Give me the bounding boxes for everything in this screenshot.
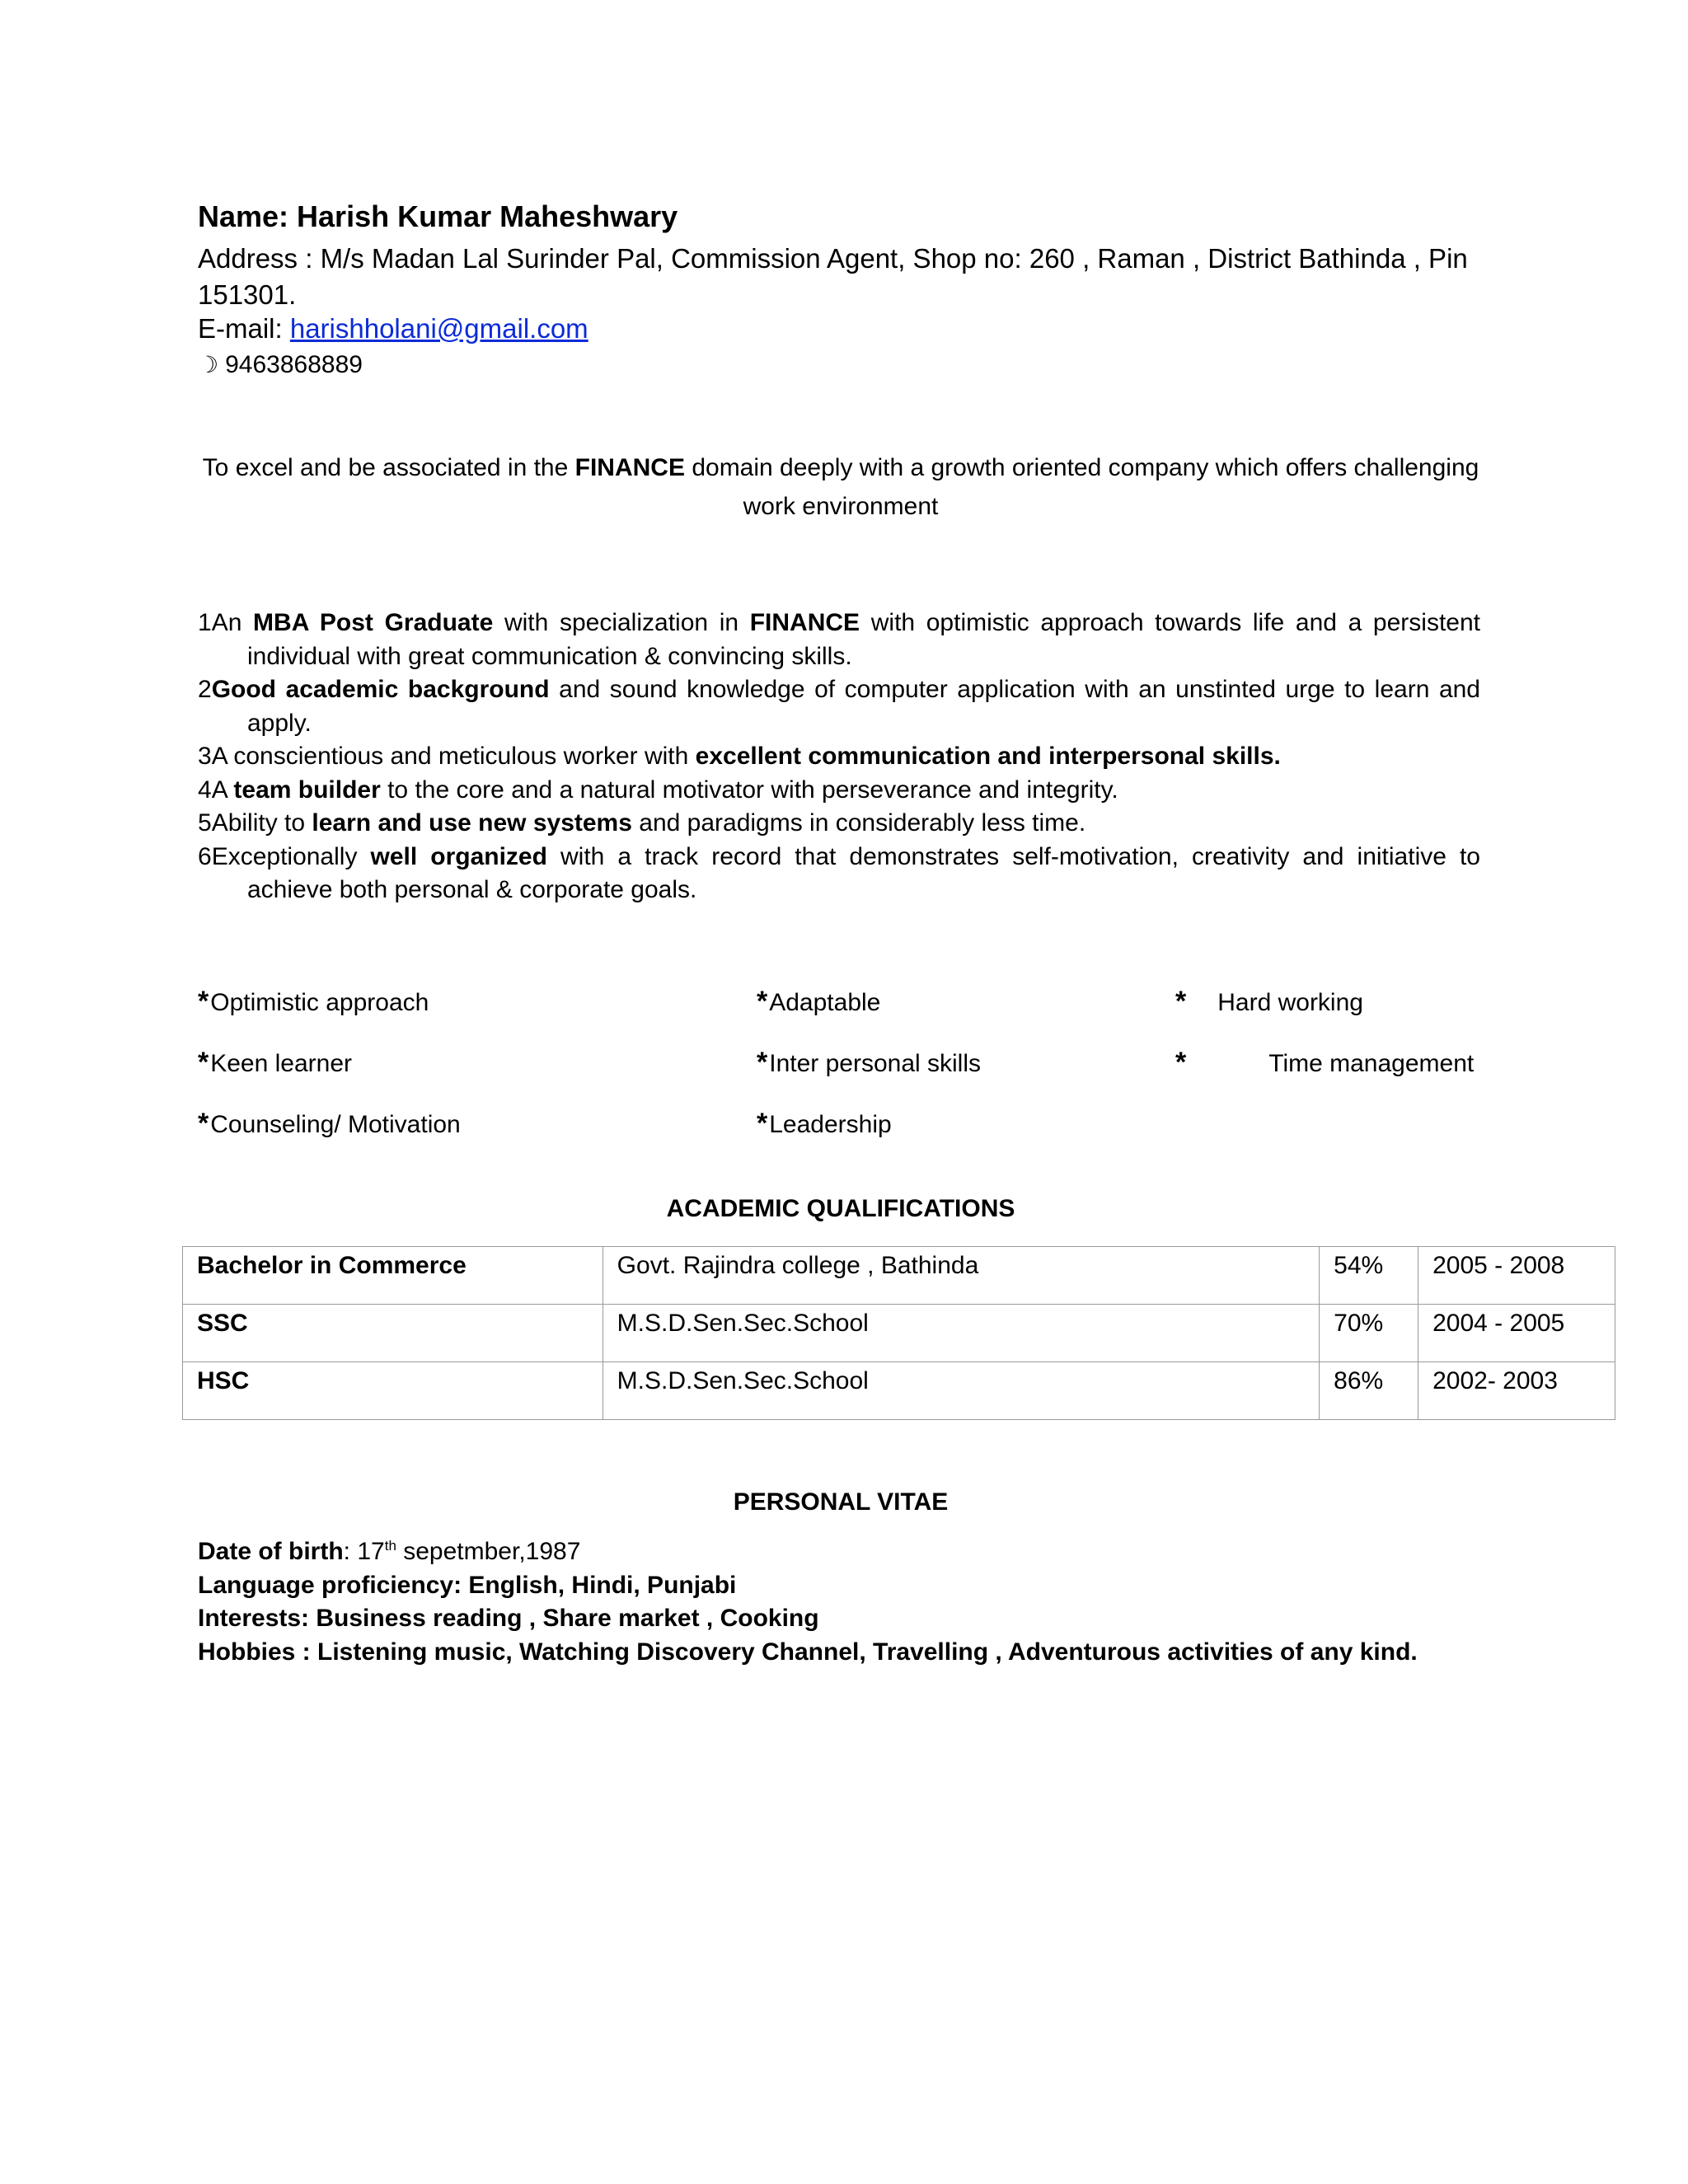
item-number: 4 — [198, 776, 212, 804]
percent-cell: 54% — [1320, 1247, 1418, 1305]
summary-item-5 — [198, 807, 1480, 841]
skill-label: Counseling/ Motivation — [210, 1111, 461, 1138]
item-text: with optimistic approach towards life and a persistent individual with great communication & convincing skills. — [247, 609, 1480, 670]
objective-text-2: domain deeply with a growth oriented company which offers challenging work environment — [684, 454, 1479, 520]
item-bold: MBA Post Graduate — [253, 609, 494, 636]
skill-label: Time management — [1268, 1050, 1475, 1077]
phone-number: 9463868889 — [225, 351, 363, 378]
summary-item-4 — [198, 774, 1480, 808]
personal-title: PERSONAL VITAE — [733, 1488, 949, 1516]
hobbies-line: Hobbies : Listening music, Watching Discovery Channel, Travelling , Adventurous activities of any kind. — [198, 1638, 1418, 1666]
dob-suffix: th — [384, 1538, 396, 1554]
academic-title: ACADEMIC QUALIFICATIONS — [666, 1195, 1015, 1222]
star-icon: * — [198, 1047, 209, 1078]
dob-rest: sepetmber,1987 — [396, 1538, 581, 1565]
academic-table — [182, 1246, 1615, 1420]
interests-line: Interests: Business reading , Share market , Cooking — [198, 1605, 819, 1632]
item-number: 2 — [198, 676, 212, 703]
summary-item-3 — [198, 740, 1480, 774]
item-bold: Good academic background — [211, 676, 550, 703]
institute-cell: Govt. Rajindra college , Bathinda — [603, 1247, 1319, 1305]
email-link[interactable]: harishholani@gmail.com — [289, 313, 588, 344]
item-bold: team builder — [233, 776, 381, 804]
item-bold: learn and use new systems — [312, 809, 632, 837]
skill-item — [757, 986, 880, 1018]
summary-item-2 — [198, 673, 1480, 740]
skill-label: Optimistic approach — [210, 989, 429, 1016]
degree-cell: HSC — [183, 1362, 603, 1420]
phone-line — [198, 351, 363, 379]
star-icon: * — [757, 1047, 768, 1078]
item-bold: FINANCE — [749, 609, 860, 636]
star-icon: * — [198, 1108, 209, 1139]
percent-cell: 70% — [1320, 1305, 1418, 1362]
institute-cell: M.S.D.Sen.Sec.School — [603, 1362, 1319, 1420]
skill-item — [198, 1047, 352, 1079]
item-number: 3 — [198, 743, 212, 770]
item-number: 1 — [198, 609, 212, 636]
item-text: An — [211, 609, 254, 636]
degree-cell: SSC — [183, 1305, 603, 1362]
career-objective — [198, 448, 1484, 526]
item-bold: excellent communication and interpersonal skills. — [695, 743, 1281, 770]
skill-label: Keen learner — [210, 1050, 353, 1077]
skill-label: Hard working — [1217, 989, 1363, 1016]
item-text: and paradigms in considerably less time. — [631, 809, 1086, 837]
personal-details — [198, 1530, 1418, 1669]
item-text: and sound knowledge of computer application with an unstinted urge to learn and apply. — [247, 676, 1480, 737]
item-text: with specialization in — [493, 609, 750, 636]
table-row — [183, 1362, 1615, 1420]
percent-cell: 86% — [1320, 1362, 1418, 1420]
item-number: 6 — [198, 842, 212, 870]
skill-item — [198, 986, 429, 1018]
summary-item-6 — [198, 841, 1480, 907]
star-icon: * — [757, 986, 768, 1017]
institute-cell: M.S.D.Sen.Sec.School — [603, 1305, 1319, 1362]
table-row — [183, 1305, 1615, 1362]
email-line — [198, 313, 588, 344]
email-label: E-mail: — [198, 313, 290, 344]
dob-day: : 17 — [343, 1538, 385, 1565]
star-icon: * — [757, 1108, 768, 1139]
phone-icon: ☽ — [198, 352, 219, 377]
years-cell: 2002- 2003 — [1418, 1362, 1615, 1420]
dob-line — [198, 1530, 1418, 1569]
table-row — [183, 1247, 1615, 1305]
skill-item — [757, 1047, 981, 1079]
language-line: Language proficiency: English, Hindi, Punjabi — [198, 1571, 737, 1599]
skill-item — [198, 1108, 461, 1140]
item-text: Ability to — [211, 809, 312, 837]
years-cell: 2005 - 2008 — [1418, 1247, 1615, 1305]
years-cell: 2004 - 2005 — [1418, 1305, 1615, 1362]
item-text: with a track record that demonstrates self-motivation, creativity and initiative to achieve both personal & corporate goals. — [247, 842, 1480, 903]
star-icon: * — [1175, 986, 1187, 1017]
item-text: to the core and a natural motivator with perseverance and integrity. — [380, 776, 1118, 804]
address: Address : M/s Madan Lal Surinder Pal, Commission Agent, Shop no: 260 , Raman , District Bathinda , Pin 151301. — [198, 243, 1468, 310]
skill-label: Inter personal skills — [769, 1050, 982, 1077]
skill-label: Leadership — [769, 1111, 892, 1138]
objective-bold: FINANCE — [574, 454, 685, 481]
profile-summary — [198, 607, 1480, 907]
item-text: A — [211, 776, 234, 804]
star-icon: * — [198, 986, 209, 1017]
skill-item — [1175, 1047, 1474, 1079]
skill-label: Adaptable — [769, 989, 881, 1016]
candidate-name: Name: Harish Kumar Maheshwary — [198, 199, 678, 233]
item-bold: well organized — [370, 842, 547, 870]
star-icon: * — [1175, 1047, 1187, 1078]
degree-cell: Bachelor in Commerce — [183, 1247, 603, 1305]
summary-item-1 — [198, 607, 1480, 673]
skill-item — [757, 1108, 892, 1140]
skill-item — [1175, 986, 1363, 1018]
dob-label: Date of birth — [198, 1538, 344, 1565]
item-text: A conscientious and meticulous worker with — [211, 743, 696, 770]
objective-text-1: To excel and be associated in the — [202, 454, 575, 481]
item-text: Exceptionally — [211, 842, 371, 870]
item-number: 5 — [198, 809, 212, 837]
